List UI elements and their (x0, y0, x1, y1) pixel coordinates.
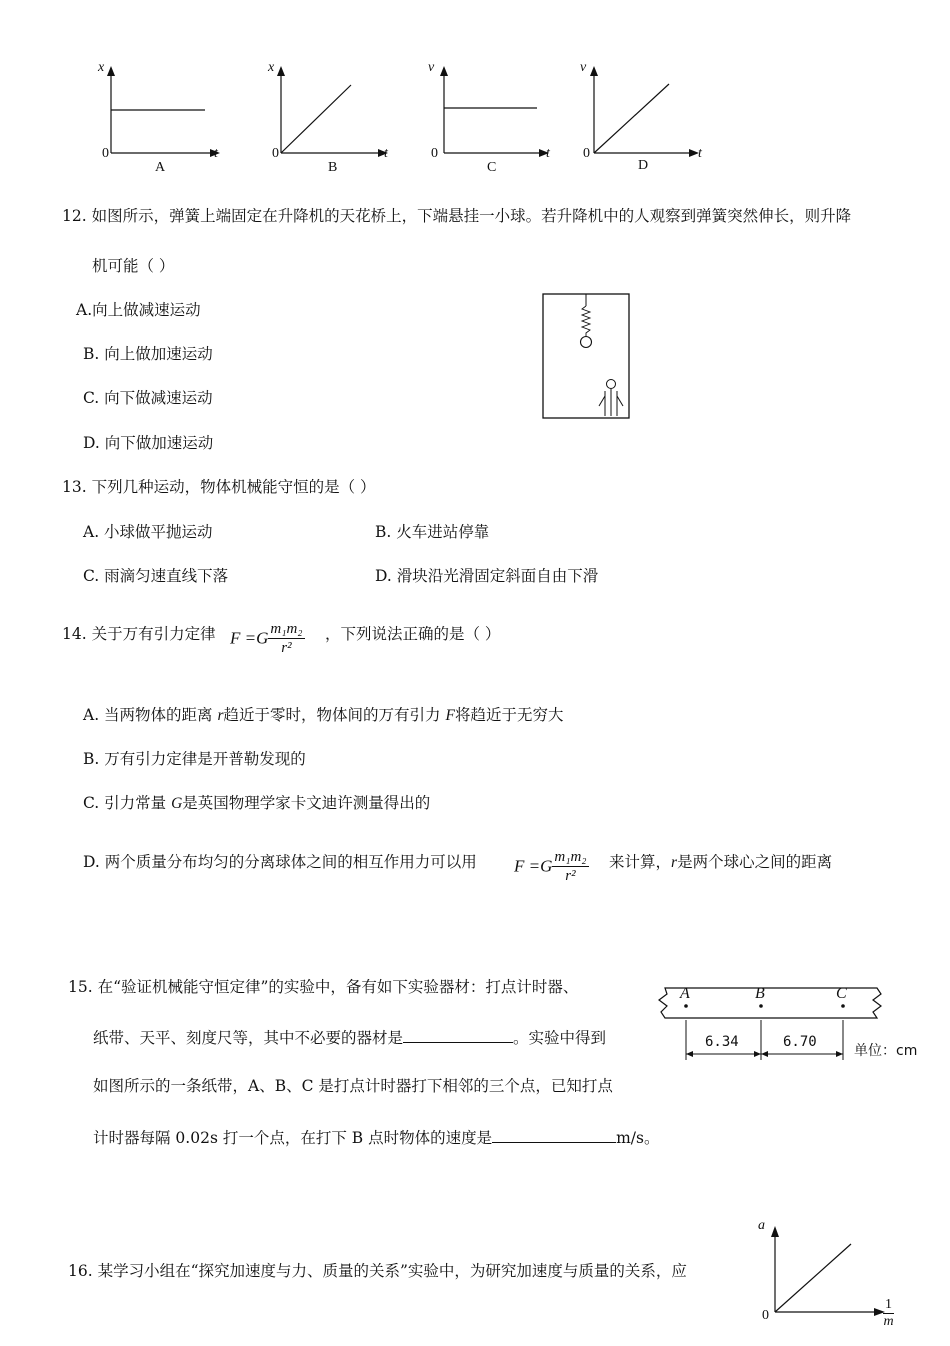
graph-d-xlabel: t (698, 146, 702, 161)
graph-d-line (594, 84, 669, 153)
q14-var-f: F (445, 707, 455, 724)
tape-value-bc: 6.70 (783, 1034, 817, 1050)
q14-formula (230, 620, 305, 657)
graph-c-ylabel: v (428, 60, 435, 75)
q14-option-a-mid: 趋近于零时，物体间的万有引力 (223, 706, 446, 724)
q12-option-a: A.向上做减速运动 (76, 301, 201, 319)
q14-option-d-formula (514, 848, 589, 885)
q14-option-d-mid: 来计算， (609, 853, 672, 871)
q16-graph-origin: 0 (762, 1308, 769, 1323)
graph-a-ylabel: x (98, 60, 105, 75)
q14-stem (62, 624, 216, 644)
formula-lhs: F =G (230, 628, 269, 648)
tape-label-b: B (755, 985, 765, 1002)
formula-fraction-2 (552, 848, 588, 885)
q15-line4-pre: 计时器每隔 0.02s 打一个点，在打下 B 点时物体的速度是 (93, 1129, 493, 1147)
q12-stem-line1: 12. 如图所示，弹簧上端固定在升降机的天花桥上，下端悬挂一小球。若升降机中的人观察到弹簧突然伸长，则升降 (62, 207, 852, 225)
q12-stem-line2: 机可能（ ） (92, 257, 175, 275)
graph-b-caption: B (328, 160, 338, 175)
tape-dot-b (759, 1004, 763, 1008)
q12-option-c: C. 向下做减速运动 (83, 389, 213, 407)
graph-c-xlabel: t (546, 146, 550, 161)
q14-option-c-post: 是英国物理学家卡文迪许测量得出的 (182, 794, 431, 812)
q14-option-b: B. 万有引力定律是开普勒发现的 (83, 750, 306, 768)
q13-option-a: A. 小球做平抛运动 (83, 523, 213, 541)
q15-line1: 15. 在“验证机械能守恒定律”的实验中，备有如下实验器材：打点计时器、 (68, 978, 579, 996)
paper-tape (659, 988, 881, 1018)
q13-option-d: D. 滑块沿光滑固定斜面自由下滑 (375, 567, 599, 585)
formula-denominator-2: r² (565, 868, 576, 884)
formula-fraction (268, 620, 304, 657)
q12-option-d: D. 向下做加速运动 (83, 434, 214, 452)
graph-d-origin: 0 (583, 146, 590, 161)
q15-line2-pre: 纸带、天平、刻度尺等，其中不必要的器材是 (93, 1029, 404, 1047)
q14-var-r: r (217, 707, 224, 724)
q14-stem-pre: 14. 关于万有引力定律 (62, 625, 216, 643)
formula-lhs-2: F =G (514, 856, 553, 876)
graph-b-ylabel: x (268, 60, 275, 75)
graph-c-caption: C (487, 160, 497, 175)
q15-line3: 如图所示的一条纸带，A、B、C 是打点计时器打下相邻的三个点，已知打点 (93, 1077, 613, 1095)
graph-b-line (281, 85, 351, 153)
elevator-figure (541, 292, 631, 420)
graph-b-origin: 0 (272, 146, 279, 161)
q13-stem: 13. 下列几种运动，物体机械能守恒的是（ ） (62, 478, 376, 496)
q14-option-d-end: 是两个球心之间的距离 (677, 853, 833, 871)
q14-option-d-post (609, 852, 832, 873)
graph-a-caption: A (155, 160, 166, 175)
tape-value-ab: 6.34 (705, 1034, 739, 1050)
graph-a-xlabel: t (214, 146, 218, 161)
q16-stem: 16. 某学习小组在“探究加速度与力、质量的关系”实验中，为研究加速度与质量的关系，应 (68, 1262, 687, 1280)
ball (581, 337, 592, 348)
graph-d-caption: D (638, 158, 649, 173)
q14-var-r-2: r (671, 854, 678, 871)
tape-unit: 单位：cm (854, 1043, 918, 1059)
q16-xlabel-num: 1 (885, 1297, 892, 1312)
q14-var-g: G (171, 795, 183, 812)
q13-option-b: B. 火车进站停靠 (375, 523, 490, 541)
q15-blank-1[interactable] (403, 1026, 513, 1043)
person-figure (599, 380, 623, 417)
tape-dot-a (684, 1004, 688, 1008)
q16-graph (760, 1220, 890, 1320)
graph-a-origin: 0 (102, 146, 109, 161)
q14-stem-post: ，下列说法正确的是（ ） (325, 625, 501, 643)
formula-numerator: m₁m₂ (270, 621, 303, 637)
formula-denominator: r² (281, 640, 292, 656)
graph-c-origin: 0 (431, 146, 438, 161)
graph-d-ylabel: v (580, 60, 587, 75)
q15-line4-post: m/s。 (616, 1129, 660, 1147)
tape-label-c: C (836, 985, 847, 1002)
q16-graph-xlabel (883, 1297, 894, 1330)
q14-option-d-pre: D. 两个质量分布均匀的分离球体之间的相互作用力可以用 (83, 853, 477, 871)
graph-b-xlabel: t (384, 146, 388, 161)
formula-numerator-2: m₁m₂ (554, 849, 587, 865)
q16-xlabel-den: m (883, 1314, 894, 1329)
tape-dot-c (841, 1004, 845, 1008)
q13-option-c: C. 雨滴匀速直线下落 (83, 567, 229, 585)
q14-option-a-post: 将趋近于无穷大 (454, 706, 564, 724)
q15-blank-2[interactable] (492, 1126, 616, 1143)
q14-option-a (83, 705, 563, 726)
q14-option-c-pre: C. 引力常量 (83, 794, 172, 812)
q14-option-a-pre: A. 当两物体的距离 (83, 706, 218, 724)
spring (582, 306, 590, 336)
q15-line2-post: 。实验中得到 (513, 1029, 607, 1047)
q15-line4 (93, 1126, 659, 1148)
q16-graph-line (775, 1244, 851, 1312)
q15-line2 (93, 1026, 606, 1048)
q12-option-b: B. 向上做加速运动 (83, 345, 213, 363)
q14-option-c (83, 793, 430, 814)
q16-graph-ylabel: a (758, 1218, 765, 1233)
tape-label-a: A (680, 985, 690, 1002)
